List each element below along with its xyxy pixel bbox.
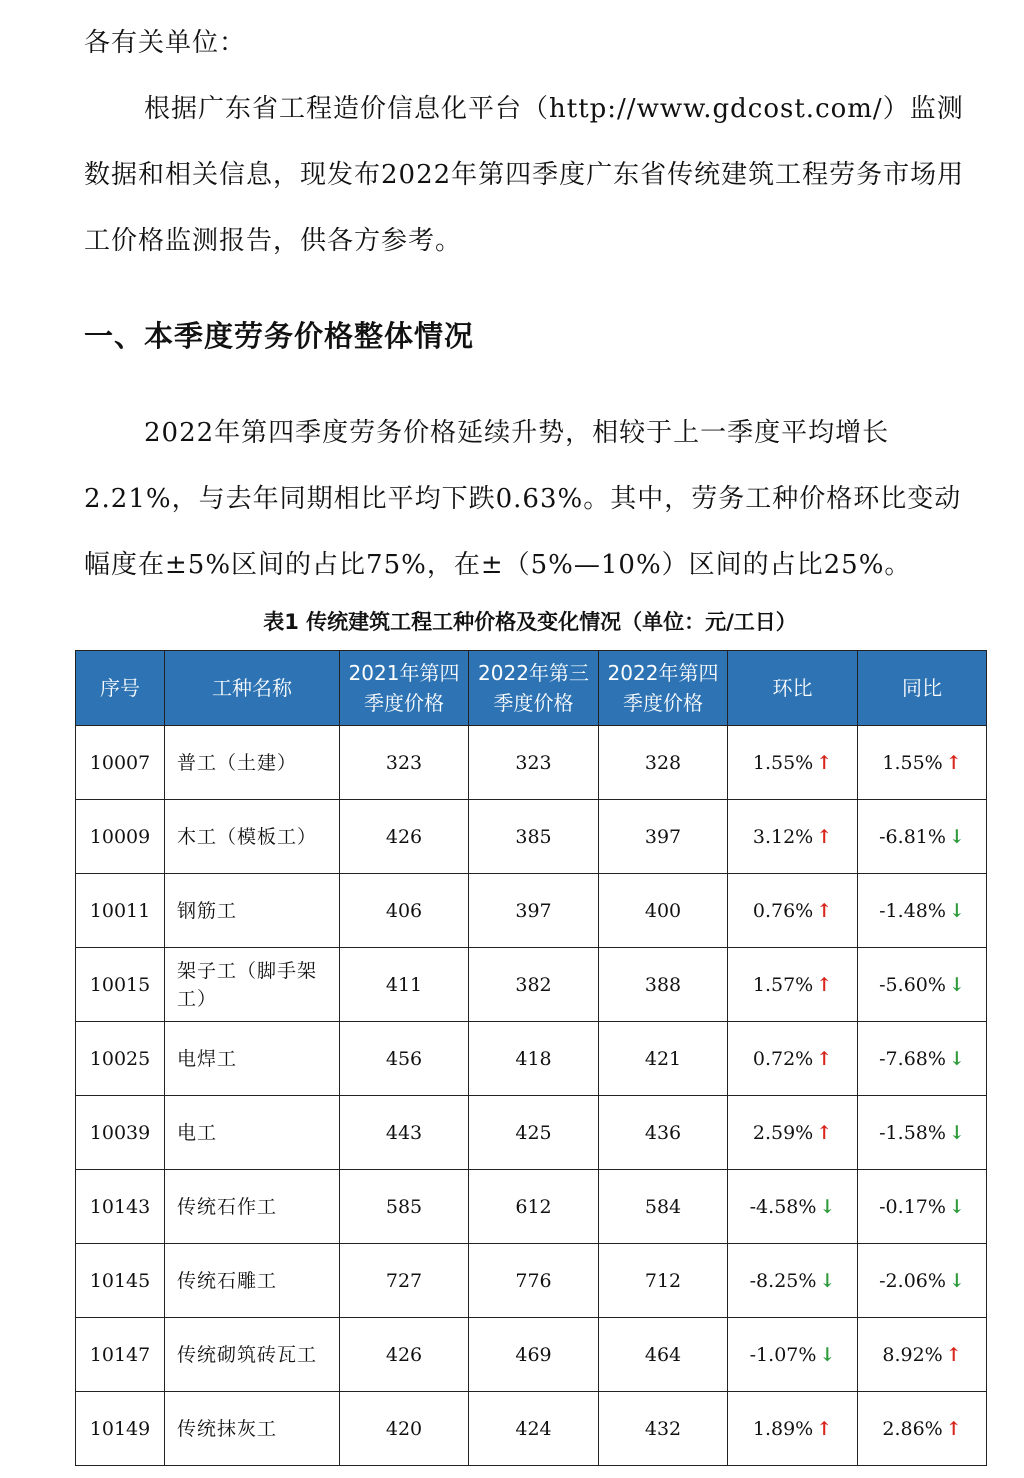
- cell-qoq: [728, 1244, 858, 1318]
- table-caption: 表1 传统建筑工程工种价格及变化情况（单位：元/工日）: [263, 610, 797, 634]
- cell-price-2022-q4: 388: [599, 948, 728, 1022]
- cell-qoq: [728, 874, 858, 948]
- cell-price-2021-q4: 426: [340, 1318, 469, 1392]
- table-row: [76, 1244, 987, 1318]
- salutation: 各有关单位：: [84, 28, 247, 58]
- table-row: [76, 1170, 987, 1244]
- table-body: [76, 726, 987, 1466]
- qoq-value: -1.07%: [749, 1343, 817, 1366]
- cell-name: 电焊工: [165, 1022, 340, 1096]
- table-row: [76, 1096, 987, 1170]
- header-price-2021-q4: 2021年第四季度价格: [340, 651, 469, 726]
- yoy-value: -7.68%: [879, 1047, 946, 1070]
- yoy-value: -6.81%: [879, 825, 946, 848]
- header-code: 序号: [76, 651, 165, 726]
- arrow-down-icon: ↓: [948, 1195, 965, 1218]
- arrow-up-icon: ↑: [816, 1417, 833, 1440]
- intro-paragraph: 根据广东省工程造价信息化平台（http://www.gdcost.com/）监测数据和相关信息，现发布2022年第四季度广东省传统建筑工程劳务市场用工价格监测报告，供各方参考。: [84, 94, 965, 256]
- cell-name: 普工（土建）: [165, 726, 340, 800]
- section-heading: 一、本季度劳务价格整体情况: [84, 319, 475, 353]
- yoy-value: 1.55%: [882, 751, 943, 774]
- yoy-value: -0.17%: [879, 1195, 946, 1218]
- arrow-up-icon: ↑: [945, 1417, 962, 1440]
- qoq-value: 1.89%: [752, 1417, 814, 1440]
- cell-code: 10007: [76, 726, 165, 800]
- qoq-value: 2.59%: [752, 1121, 814, 1144]
- cell-code: 10145: [76, 1244, 165, 1318]
- cell-price-2021-q4: 323: [340, 726, 469, 800]
- qoq-value: 0.72%: [752, 1047, 814, 1070]
- cell-yoy: [858, 1022, 987, 1096]
- cell-yoy: [858, 948, 987, 1022]
- cell-price-2022-q3: 397: [469, 874, 599, 948]
- cell-qoq: [728, 1392, 858, 1466]
- cell-price-2022-q4: 421: [599, 1022, 728, 1096]
- table-row: [76, 1022, 987, 1096]
- cell-price-2022-q4: 400: [599, 874, 728, 948]
- cell-price-2022-q3: 776: [469, 1244, 599, 1318]
- table-row: [76, 874, 987, 948]
- table-row: [76, 1318, 987, 1392]
- cell-code: 10011: [76, 874, 165, 948]
- arrow-up-icon: ↑: [945, 1343, 962, 1366]
- yoy-value: -1.58%: [879, 1121, 946, 1144]
- cell-code: 10015: [76, 948, 165, 1022]
- cell-price-2021-q4: 727: [340, 1244, 469, 1318]
- qoq-value: 3.12%: [752, 825, 814, 848]
- cell-price-2022-q4: 464: [599, 1318, 728, 1392]
- arrow-down-icon: ↓: [948, 1047, 965, 1070]
- qoq-value: -4.58%: [749, 1195, 817, 1218]
- header-yoy: 同比: [858, 651, 987, 726]
- arrow-up-icon: ↑: [816, 1047, 833, 1070]
- cell-qoq: [728, 726, 858, 800]
- cell-price-2022-q3: 323: [469, 726, 599, 800]
- cell-qoq: [728, 1096, 858, 1170]
- cell-yoy: [858, 1096, 987, 1170]
- cell-name: 传统抹灰工: [165, 1392, 340, 1466]
- cell-yoy: [858, 1392, 987, 1466]
- cell-qoq: [728, 1022, 858, 1096]
- yoy-value: 8.92%: [882, 1343, 943, 1366]
- cell-price-2022-q4: 432: [599, 1392, 728, 1466]
- arrow-down-icon: ↓: [819, 1195, 836, 1218]
- cell-price-2022-q3: 612: [469, 1170, 599, 1244]
- header-name: 工种名称: [165, 651, 340, 726]
- cell-qoq: [728, 948, 858, 1022]
- arrow-up-icon: ↑: [816, 973, 833, 996]
- cell-name: 传统砌筑砖瓦工: [165, 1318, 340, 1392]
- qoq-value: 0.76%: [752, 899, 814, 922]
- cell-code: 10025: [76, 1022, 165, 1096]
- cell-qoq: [728, 1170, 858, 1244]
- arrow-down-icon: ↓: [948, 973, 965, 996]
- cell-name: 木工（模板工）: [165, 800, 340, 874]
- yoy-value: -1.48%: [879, 899, 946, 922]
- arrow-down-icon: ↓: [948, 899, 965, 922]
- summary-paragraph: 2022年第四季度劳务价格延续升势，相较于上一季度平均增长2.21%，与去年同期相比平均下跌0.63%。其中，劳务工种价格环比变动幅度在±5%区间的占比75%，在±（5%—10%）区间的占比25%。: [84, 418, 962, 580]
- cell-code: 10147: [76, 1318, 165, 1392]
- cell-price-2022-q3: 385: [469, 800, 599, 874]
- cell-code: 10009: [76, 800, 165, 874]
- table-header-row: [76, 651, 987, 726]
- cell-price-2022-q3: 382: [469, 948, 599, 1022]
- qoq-value: -8.25%: [749, 1269, 817, 1292]
- cell-price-2021-q4: 456: [340, 1022, 469, 1096]
- arrow-down-icon: ↓: [819, 1343, 836, 1366]
- arrow-down-icon: ↓: [819, 1269, 836, 1292]
- cell-qoq: [728, 1318, 858, 1392]
- table-row: [76, 1392, 987, 1466]
- cell-price-2021-q4: 411: [340, 948, 469, 1022]
- cell-yoy: [858, 800, 987, 874]
- cell-price-2022-q4: 584: [599, 1170, 728, 1244]
- price-table: [75, 650, 987, 1466]
- table-row: [76, 948, 987, 1022]
- table-row: [76, 726, 987, 800]
- cell-price-2022-q3: 469: [469, 1318, 599, 1392]
- cell-price-2022-q3: 418: [469, 1022, 599, 1096]
- yoy-value: -2.06%: [879, 1269, 946, 1292]
- yoy-value: -5.60%: [879, 973, 946, 996]
- cell-yoy: [858, 1244, 987, 1318]
- arrow-up-icon: ↑: [816, 825, 833, 848]
- cell-price-2022-q3: 424: [469, 1392, 599, 1466]
- arrow-down-icon: ↓: [948, 825, 965, 848]
- header-qoq: 环比: [728, 651, 858, 726]
- cell-name: 钢筋工: [165, 874, 340, 948]
- cell-price-2021-q4: 443: [340, 1096, 469, 1170]
- cell-price-2022-q4: 712: [599, 1244, 728, 1318]
- cell-price-2021-q4: 406: [340, 874, 469, 948]
- cell-code: 10149: [76, 1392, 165, 1466]
- cell-code: 10143: [76, 1170, 165, 1244]
- cell-price-2022-q4: 436: [599, 1096, 728, 1170]
- cell-name: 传统石作工: [165, 1170, 340, 1244]
- cell-yoy: [858, 1318, 987, 1392]
- qoq-value: 1.57%: [752, 973, 814, 996]
- cell-yoy: [858, 874, 987, 948]
- arrow-up-icon: ↑: [945, 751, 962, 774]
- arrow-up-icon: ↑: [816, 899, 833, 922]
- cell-code: 10039: [76, 1096, 165, 1170]
- cell-price-2021-q4: 420: [340, 1392, 469, 1466]
- cell-yoy: [858, 1170, 987, 1244]
- cell-qoq: [728, 800, 858, 874]
- cell-price-2022-q4: 397: [599, 800, 728, 874]
- yoy-value: 2.86%: [882, 1417, 943, 1440]
- cell-name: 架子工（脚手架工）: [165, 948, 340, 1022]
- header-price-2022-q4: 2022年第四季度价格: [599, 651, 728, 726]
- arrow-up-icon: ↑: [816, 1121, 833, 1144]
- arrow-down-icon: ↓: [948, 1269, 965, 1292]
- cell-price-2021-q4: 585: [340, 1170, 469, 1244]
- cell-price-2022-q3: 425: [469, 1096, 599, 1170]
- cell-yoy: [858, 726, 987, 800]
- cell-name: 电工: [165, 1096, 340, 1170]
- qoq-value: 1.55%: [752, 751, 814, 774]
- cell-name: 传统石雕工: [165, 1244, 340, 1318]
- arrow-up-icon: ↑: [816, 751, 833, 774]
- arrow-down-icon: ↓: [948, 1121, 965, 1144]
- table-row: [76, 800, 987, 874]
- cell-price-2021-q4: 426: [340, 800, 469, 874]
- header-price-2022-q3: 2022年第三季度价格: [469, 651, 599, 726]
- cell-price-2022-q4: 328: [599, 726, 728, 800]
